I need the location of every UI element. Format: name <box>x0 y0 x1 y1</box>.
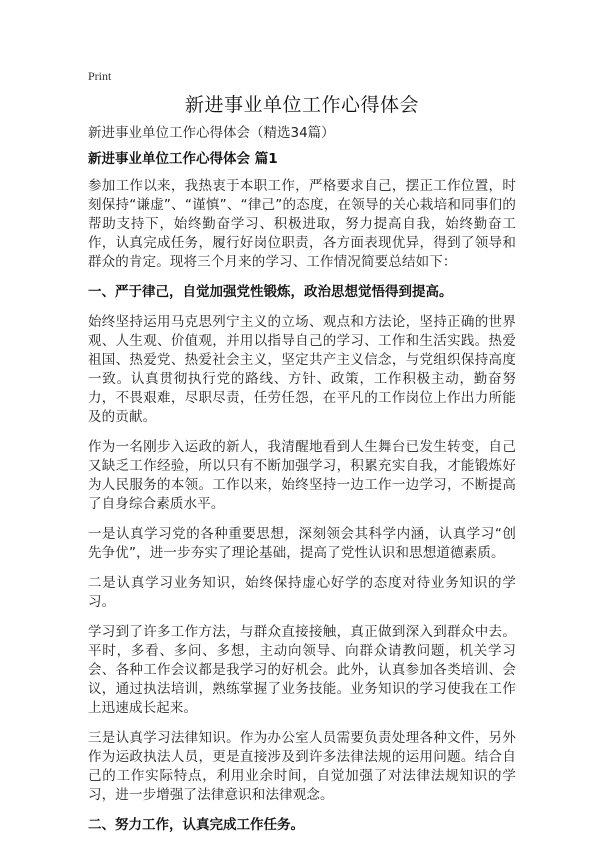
section-heading-2: 二、努力工作，认真完成工作任务。 <box>88 817 304 833</box>
paragraph-point-3: 三是认真学习法律知识。作为办公室人员需要负责处理各种文件，另外作为运政执法人员，更是直接涉及到许多法律法规的运用问题。结合自己的工作实际特点，利用业余时间，自觉加强了对法律法规知识的学习，进一步增强了法律意识和法律观念。 <box>88 730 516 803</box>
paragraph-political: 始终坚持运用马克思列宁主义的立场、观点和方法论，坚持正确的世界观、人生观、价值观，并用以指导自己的学习、工作和生活实践。热爱祖国、热爱党、热爱社会主义，坚定共产主义信念，与党组织保持高度一致。认真贯彻执行党的路线、方针、政策，工作积极主动，勤奋努力，不畏艰难，尽职尽责，任劳任怨，在平凡的工作岗位上作出力所能及的贡献。 <box>88 314 516 425</box>
print-label: Print <box>88 69 112 83</box>
section-heading-1: 一、严于律己，自觉加强党性锻炼，政治思想觉悟得到提高。 <box>88 284 453 300</box>
paragraph-intro: 参加工作以来，我热衷于本职工作，严格要求自己，摆正工作位置，时刻保持“谦虚”、“谨慎”、“律己”的态度，在领导的关心栽培和同事们的帮助支持下，始终勤奋学习、积极进取，努力提高自我，始终勤奋工作，认真完成任务，履行好岗位职责，各方面表现优异，得到了领导和群众的肯定。现将三个月来的学习、工作情况简要总结如下： <box>88 178 516 270</box>
article-heading: 新进事业单位工作心得体会 篇1 <box>88 151 278 167</box>
paragraph-newcomer: 作为一名刚步入运政的新人，我清醒地看到人生舞台已发生转变，自己又缺乏工作经验，所以只有不断加强学习，积累充实自我，才能锻炼好为人民服务的本领。工作以来，始终坚持一边工作一边学习，不断提高了自身综合素质水平。 <box>88 439 516 512</box>
paragraph-point-1: 一是认真学习党的各种重要思想，深刻领会其科学内涵，认真学习“创先争优”，进一步夯实了理论基础，提高了党性认识和思想道德素质。 <box>88 526 516 561</box>
page-title: 新进事业单位工作心得体会 <box>184 94 419 116</box>
paragraph-work-methods: 学习到了许多工作方法，与群众直接接触，真正做到深入到群众中去。平时，多看、多问、多想，主动向领导、向群众请教问题，机关学习会、各种工作会议都是我学习的好机会。此外，认真参加各类培训、会议，通过执法培训，熟练掌握了业务技能。业务知识的学习使我在工作上迅速成长起来。 <box>88 624 516 716</box>
document-page <box>88 68 516 846</box>
paragraph-point-2: 二是认真学习业务知识，始终保持虚心好学的态度对待业务知识的学习。 <box>88 575 516 610</box>
document-subtitle: 新进事业单位工作心得体会（精选34篇） <box>88 125 335 141</box>
